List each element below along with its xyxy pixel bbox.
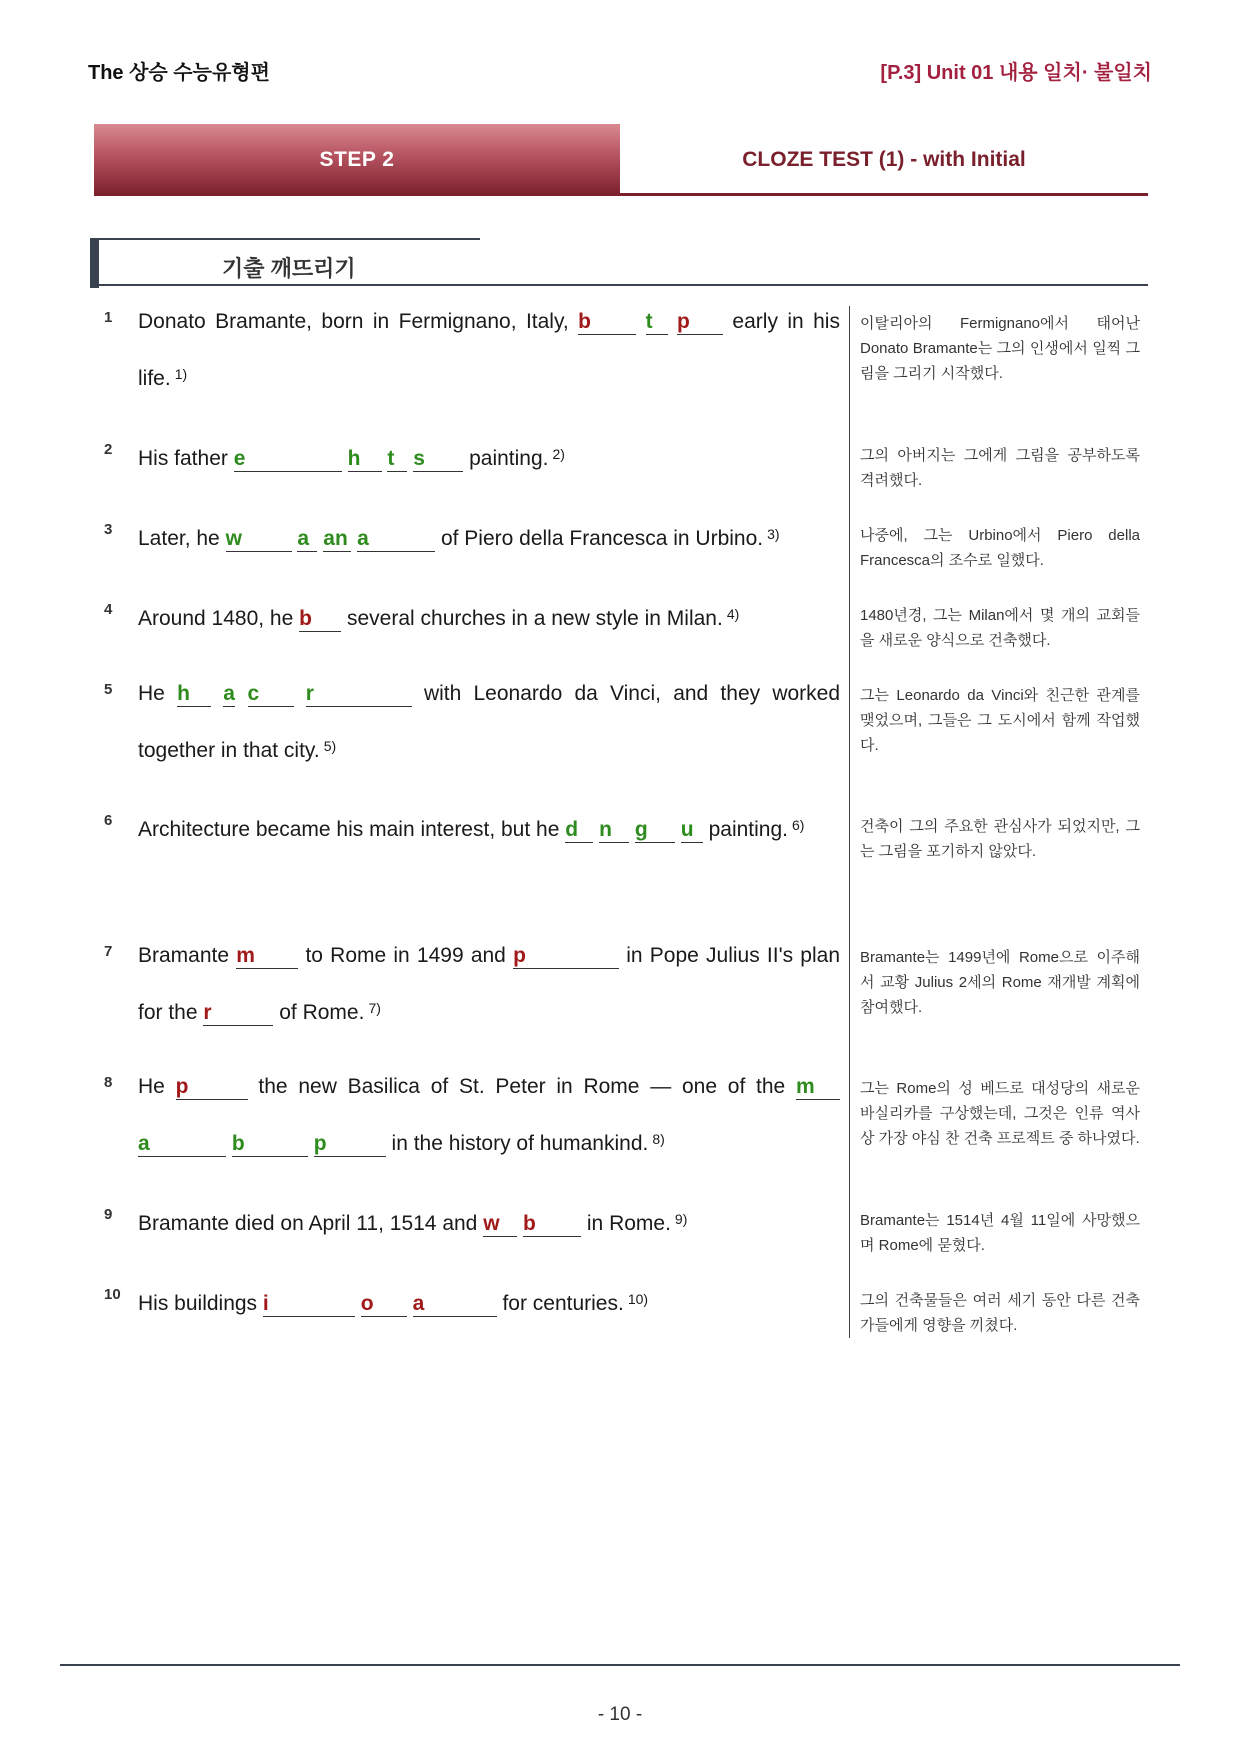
book-title: The 상승 수능유형편 (88, 62, 270, 84)
footnote-ref: 8) (652, 1131, 665, 1147)
footer-line (60, 1664, 1180, 1666)
translation: Bramante는 1514년 4월 11일에 사망했으며 Rome에 묻혔다. (860, 1212, 1140, 1254)
question-text (138, 508, 840, 565)
blank-initial[interactable]: c (248, 682, 294, 707)
blank-initial[interactable]: b (523, 1212, 581, 1237)
question-text-part: in the history of humankind. (391, 1132, 649, 1155)
blank-initial[interactable]: r (203, 1001, 273, 1026)
question-text-part: Architecture became his main interest, but he (138, 818, 560, 841)
question-text (138, 1193, 840, 1250)
question-text-part: of Rome. (279, 1001, 365, 1024)
question-number: 8 (104, 1074, 113, 1091)
footnote-ref: 7) (368, 1000, 381, 1016)
translation: Bramante는 1499년에 Rome으로 이주해서 교황 Julius 2세의 Rome 재개발 계획에 참여했다. (860, 949, 1140, 1016)
blank-initial[interactable]: w (226, 527, 292, 552)
blank-initial[interactable]: m (796, 1075, 840, 1100)
column-divider (849, 306, 850, 1338)
translation: 그의 건축물들은 여러 세기 동안 다른 건축가들에게 영향을 끼쳤다. (860, 1292, 1140, 1334)
question-text (138, 930, 840, 1039)
translation: 나중에, 그는 Urbino에서 Piero della Francesca의 조수로 일했다. (860, 527, 1140, 569)
step-label: STEP 2 (319, 148, 395, 171)
question-number: 6 (104, 812, 113, 829)
blank-initial[interactable]: t (387, 447, 407, 472)
section-title: 기출 깨뜨리기 (222, 256, 356, 281)
translation: 그는 Rome의 성 베드로 대성당의 새로운 바실리카를 구상했는데, 그것은 인류 역사상 가장 야심 찬 건축 프로젝트 중 하나였다. (860, 1080, 1140, 1147)
test-title: CLOZE TEST (1) - with Initial (742, 148, 1026, 171)
section-top-line (90, 238, 480, 240)
blank-initial[interactable]: d (565, 818, 593, 843)
footnote-ref: 6) (792, 817, 805, 833)
translation: 이탈리아의 Fermignano에서 태어난 Donato Bramante는 그의 인생에서 일찍 그림을 그리기 시작했다. (860, 315, 1140, 382)
question-text-part: His buildings (138, 1292, 258, 1315)
footnote-ref: 9) (674, 1211, 688, 1227)
footnote-ref: 1) (174, 366, 188, 382)
blank-initial[interactable]: e (234, 447, 342, 472)
blank-initial[interactable]: p (176, 1075, 248, 1100)
question-text-part: in Pope Julius II's plan for the (138, 944, 840, 1024)
blank-initial[interactable]: g (635, 818, 675, 843)
question-text-part: Around 1480, he (138, 607, 294, 630)
blank-initial[interactable]: a (138, 1132, 226, 1157)
footnote-ref: 10) (627, 1291, 649, 1307)
blank-initial[interactable]: b (232, 1132, 308, 1157)
question-text-part: of Piero della Francesca in Urbino. (440, 527, 764, 550)
question-number: 9 (104, 1206, 113, 1223)
footnote-ref: 5) (323, 738, 337, 754)
blank-initial[interactable]: p (513, 944, 619, 969)
blank-initial[interactable]: n (599, 818, 629, 843)
blank-initial[interactable]: o (361, 1292, 407, 1317)
blank-initial[interactable]: an (323, 527, 351, 552)
blank-initial[interactable]: t (646, 310, 668, 335)
question-text (138, 296, 840, 405)
question-text (138, 668, 840, 777)
blank-initial[interactable]: s (413, 447, 463, 472)
question-text-part: early in his life. (138, 310, 840, 390)
translation: 그의 아버지는 그에게 그림을 공부하도록 격려했다. (860, 447, 1140, 489)
question-text-part: painting. (708, 818, 788, 841)
question-text-part: to Rome in 1499 and (305, 944, 506, 967)
blank-initial[interactable]: r (306, 682, 412, 707)
blank-initial[interactable]: a (297, 527, 317, 552)
question-text-part: painting. (469, 447, 549, 470)
translation: 건축이 그의 주요한 관심사가 되었지만, 그는 그림을 포기하지 않았다. (860, 818, 1140, 860)
blank-initial[interactable]: p (314, 1132, 386, 1157)
step-banner (94, 124, 620, 196)
question-number: 7 (104, 943, 113, 960)
question-text-part: Later, he (138, 527, 220, 550)
question-text-part: several churches in a new style in Milan. (346, 607, 723, 630)
question-number: 1 (104, 309, 113, 326)
blank-initial[interactable]: p (677, 310, 723, 335)
section-bottom-line (90, 284, 1148, 286)
question-text (138, 1273, 840, 1330)
translation: 1480년경, 그는 Milan에서 몇 개의 교회들을 새로운 양식으로 건축했다. (860, 607, 1140, 649)
question-text-part: Donato Bramante, born in Fermignano, Italy, (138, 310, 569, 333)
unit-label: [P.3] Unit 01 내용 일치· 불일치 (880, 62, 1152, 84)
question-text-part: with Leonardo da Vinci, and they worked together in that city. (138, 682, 841, 762)
question-text (138, 1061, 840, 1170)
blank-initial[interactable]: b (299, 607, 341, 632)
question-text-part: His father (138, 447, 228, 470)
question-text-part: He (138, 1075, 165, 1098)
blank-initial[interactable]: b (578, 310, 636, 335)
question-number: 10 (104, 1286, 121, 1303)
question-text-part: in Rome. (586, 1212, 671, 1235)
blank-initial[interactable]: u (681, 818, 703, 843)
footnote-ref: 2) (552, 446, 565, 462)
section-side-bar (90, 238, 99, 288)
blank-initial[interactable]: a (357, 527, 435, 552)
title-underline (620, 193, 1148, 196)
question-number: 4 (104, 601, 113, 618)
blank-initial[interactable]: a (413, 1292, 497, 1317)
question-number: 2 (104, 441, 113, 458)
page-number: - 10 - (597, 1704, 643, 1725)
blank-initial[interactable]: m (236, 944, 298, 969)
question-text (138, 799, 840, 856)
blank-initial[interactable]: a (223, 682, 235, 705)
question-number: 3 (104, 521, 113, 538)
question-text-part: the new Basilica of St. Peter in Rome — one of the (258, 1075, 786, 1098)
blank-initial[interactable]: w (483, 1212, 517, 1237)
question-text-part: for centuries. (502, 1292, 624, 1315)
blank-initial[interactable]: h (177, 682, 211, 707)
question-text-part: He (138, 682, 165, 705)
footnote-ref: 4) (726, 606, 740, 622)
question-number: 5 (104, 681, 113, 698)
translation: 그는 Leonardo da Vinci와 친근한 관계를 맺었으며, 그들은 그 도시에서 함께 작업했다. (860, 687, 1140, 754)
footnote-ref: 3) (767, 526, 780, 542)
question-text-part: Bramante (138, 944, 230, 967)
question-text (138, 428, 840, 485)
question-text-part: Bramante died on April 11, 1514 and (138, 1212, 478, 1235)
blank-initial[interactable]: i (263, 1292, 355, 1317)
question-text (138, 588, 840, 645)
blank-initial[interactable]: h (348, 447, 382, 472)
